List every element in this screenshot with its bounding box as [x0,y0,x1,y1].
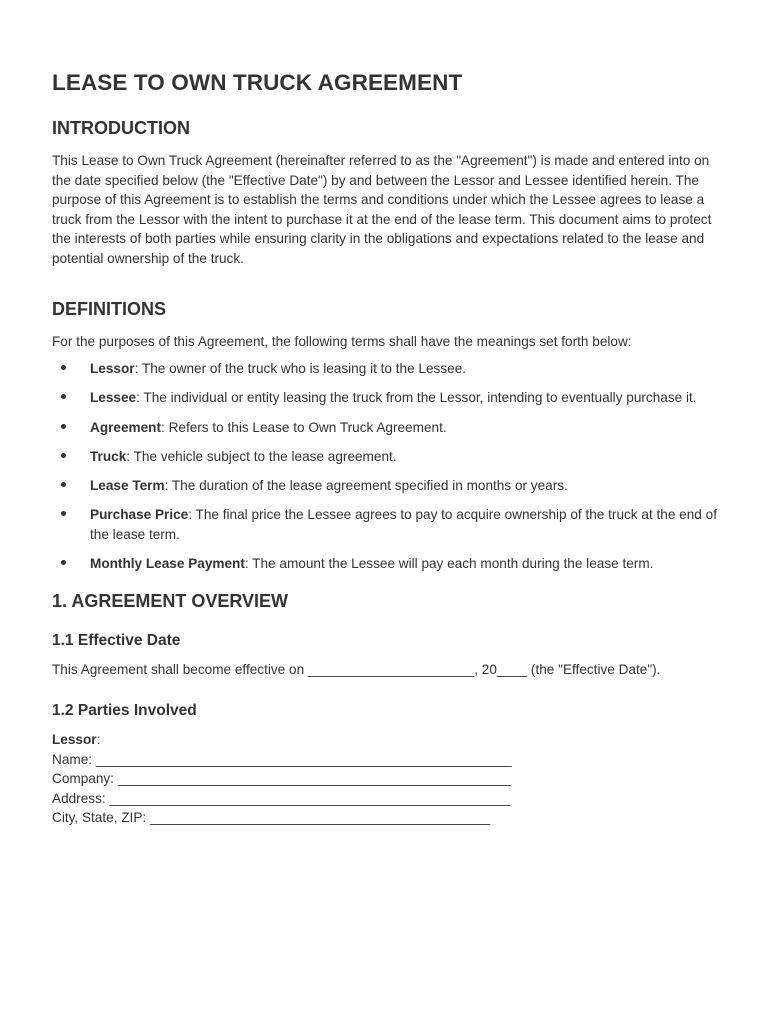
definition-term: Lessor [90,361,135,377]
lessor-company-field[interactable]: Company: ____________________________________________________ [52,771,511,787]
definitions-heading: DEFINITIONS [52,298,167,319]
document-title: LEASE TO OWN TRUCK AGREEMENT [52,70,463,95]
definition-item [52,418,720,438]
definition-term: Lease Term [90,477,165,493]
lessor-city-state-zip-field[interactable]: City, State, ZIP: _____________________________________________ [52,810,491,826]
lessor-label: Lessor [52,732,97,748]
definition-term: Lessee [90,390,137,406]
bullet-icon [61,511,66,516]
effective-date-text: This Agreement shall become effective on ______________________, 20____ (the "Effective Date"). [52,662,661,678]
bullet-icon [61,394,66,399]
definition-text: : The final price the Lessee agrees to pay to acquire ownership of the truck at the end of the lease term. [90,507,717,542]
definitions-list [52,359,720,573]
lessor-address-field[interactable]: Address: _____________________________________________________ [52,790,511,806]
lessor-label-line [52,730,720,750]
definition-text: : The amount the Lessee will pay each month during the lease term. [244,555,654,571]
definition-term: Truck [90,448,127,464]
definition-item [52,554,720,574]
definition-item [52,505,720,544]
agreement-overview-section [52,591,720,828]
bullet-icon [61,560,66,565]
bullet-icon [61,482,66,487]
definitions-section [52,299,720,574]
effective-date-heading: 1.1 Effective Date [52,632,181,650]
definitions-intro: For the purposes of this Agreement, the following terms shall have the meanings set forth below: [52,333,632,349]
bullet-icon [61,365,66,370]
lessor-label-colon: : [96,732,101,748]
definition-text: : The owner of the truck who is leasing it to the Lessee. [134,361,467,377]
definition-item [52,359,720,379]
definition-text: : The duration of the lease agreement specified in months or years. [164,477,568,493]
introduction-heading: INTRODUCTION [52,118,190,138]
document-page [52,70,720,828]
definition-term: Purchase Price [90,507,189,523]
definition-text: : The vehicle subject to the lease agreement. [126,448,397,464]
definition-text: : The individual or entity leasing the truck from the Lessor, intending to eventually purchase it. [136,390,697,406]
introduction-section [52,118,720,269]
bullet-icon [61,453,66,458]
parties-involved-heading: 1.2 Parties Involved [52,702,197,720]
lessor-fields [52,750,720,828]
definition-term: Agreement [90,419,162,435]
introduction-paragraph: This Lease to Own Truck Agreement (hereinafter referred to as the "Agreement") is made and entered into on the date specified below (the "Effective Date") by and between the Lessor and Lessee identified herein. The purpose of this Agreement is to establish the terms and conditions under which the Lessee agrees to lease a truck from the Lessor with the intent to purchase it at the end of the lease term. This document aims to protect the interests of both parties while ensuring clarity in the obligations and expectations related to the lease and potential ownership of the truck. [52,153,712,266]
bullet-icon [61,424,66,429]
definition-item [52,447,720,467]
lessor-name-field[interactable]: Name: _______________________________________________________ [52,751,512,767]
agreement-overview-heading: 1. AGREEMENT OVERVIEW [52,591,289,612]
definition-text: : Refers to this Lease to Own Truck Agreement. [161,419,447,435]
definition-term: Monthly Lease Payment [90,555,245,571]
definition-item [52,476,720,496]
definition-item [52,388,720,408]
